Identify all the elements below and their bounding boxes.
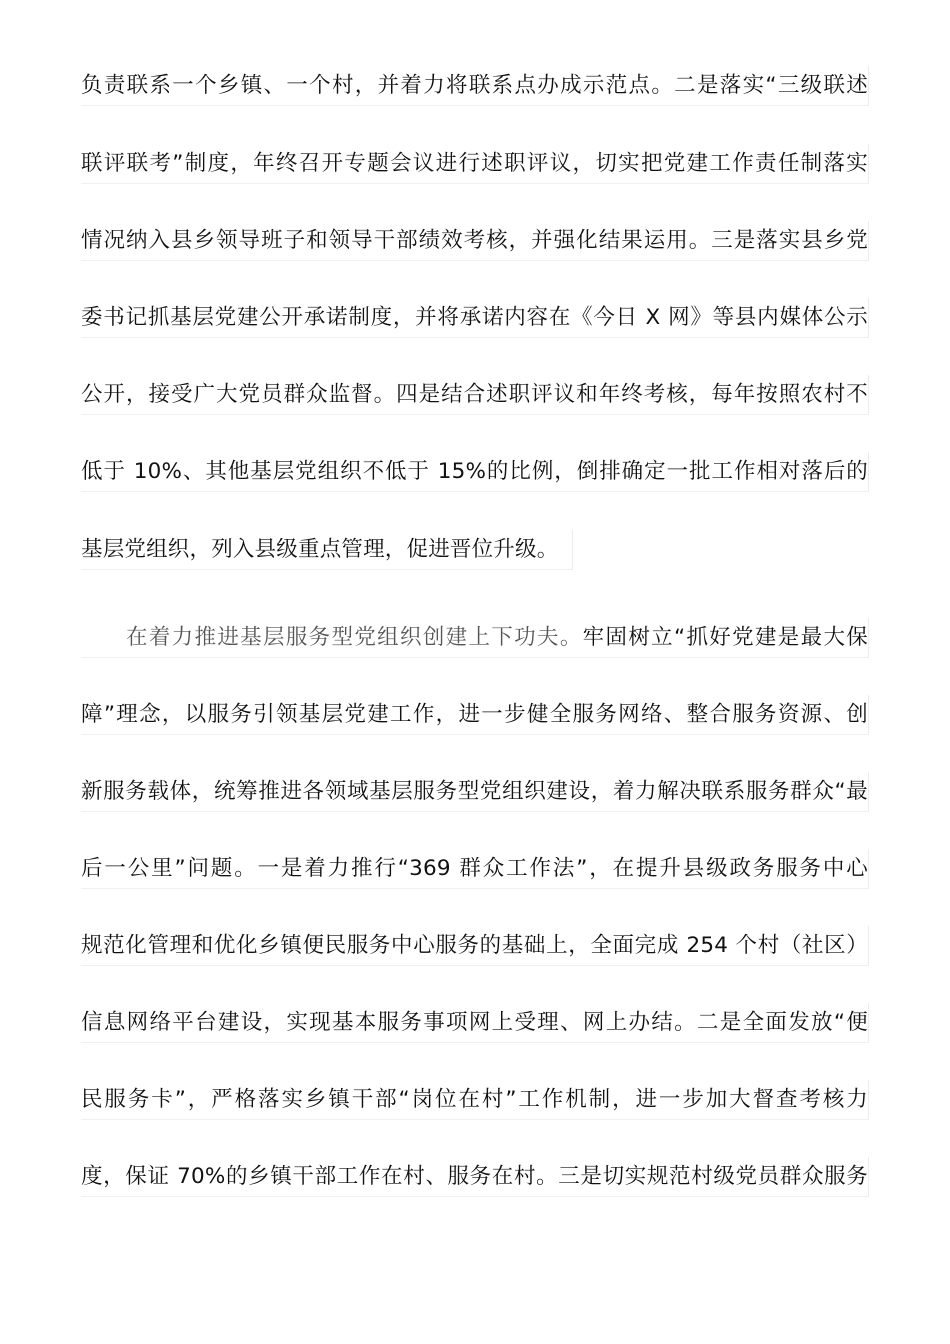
paragraph2-line-8: 度，保证 70%的乡镇干部工作在村、服务在村。三是切实规范村级党员群众服务 — [81, 1157, 869, 1197]
paragraph1-line-6: 低于 10%、其他基层党组织不低于 15%的比例，倒排确定一批工作相对落后的 — [81, 452, 869, 492]
paragraph1-line-3: 情况纳入县乡领导班子和领导干部绩效考核，并强化结果运用。三是落实县乡党 — [81, 221, 869, 261]
paragraph2-first-line-rest: 牢固树立“抓好党建是最大保 — [582, 625, 868, 650]
paragraph1-line-5: 公开，接受广大党员群众监督。四是结合述职评议和年终考核，每年按照农村不 — [81, 375, 869, 415]
paragraph2-line-6: 信息网络平台建设，实现基本服务事项网上受理、网上办结。二是全面发放“便 — [81, 1003, 869, 1043]
paragraph2-line-2: 障”理念，以服务引领基层党建工作，进一步健全服务网络、整合服务资源、创 — [81, 695, 869, 735]
paragraph2-line-4: 后一公里”问题。一是着力推行“369 群众工作法”，在提升县级政务服务中心 — [81, 849, 869, 889]
paragraph1-line-4: 委书记抓基层党建公开承诺制度，并将承诺内容在《今日 X 网》等县内媒体公示 — [81, 298, 869, 338]
paragraph2-heading: 在着力推进基层服务型党组织创建上下功夫。 — [126, 625, 583, 650]
paragraph1-line-2: 联评联考”制度，年终召开专题会议进行述职评议，切实把党建工作责任制落实 — [81, 144, 869, 184]
paragraph1-line-1: 负责联系一个乡镇、一个村，并着力将联系点办成示范点。二是落实“三级联述 — [81, 66, 869, 106]
paragraph2-line-3: 新服务载体，统筹推进各领域基层服务型党组织建设，着力解决联系服务群众“最 — [81, 772, 869, 812]
paragraph2-line-5: 规范化管理和优化乡镇便民服务中心服务的基础上，全面完成 254 个村（社区） — [81, 926, 869, 966]
paragraph2-line-1 — [81, 618, 869, 658]
paragraph1-line-7: 基层党组织，列入县级重点管理，促进晋位升级。 — [81, 530, 573, 570]
paragraph2-line-7: 民服务卡”，严格落实乡镇干部“岗位在村”工作机制，进一步加大督查考核力 — [81, 1080, 869, 1120]
